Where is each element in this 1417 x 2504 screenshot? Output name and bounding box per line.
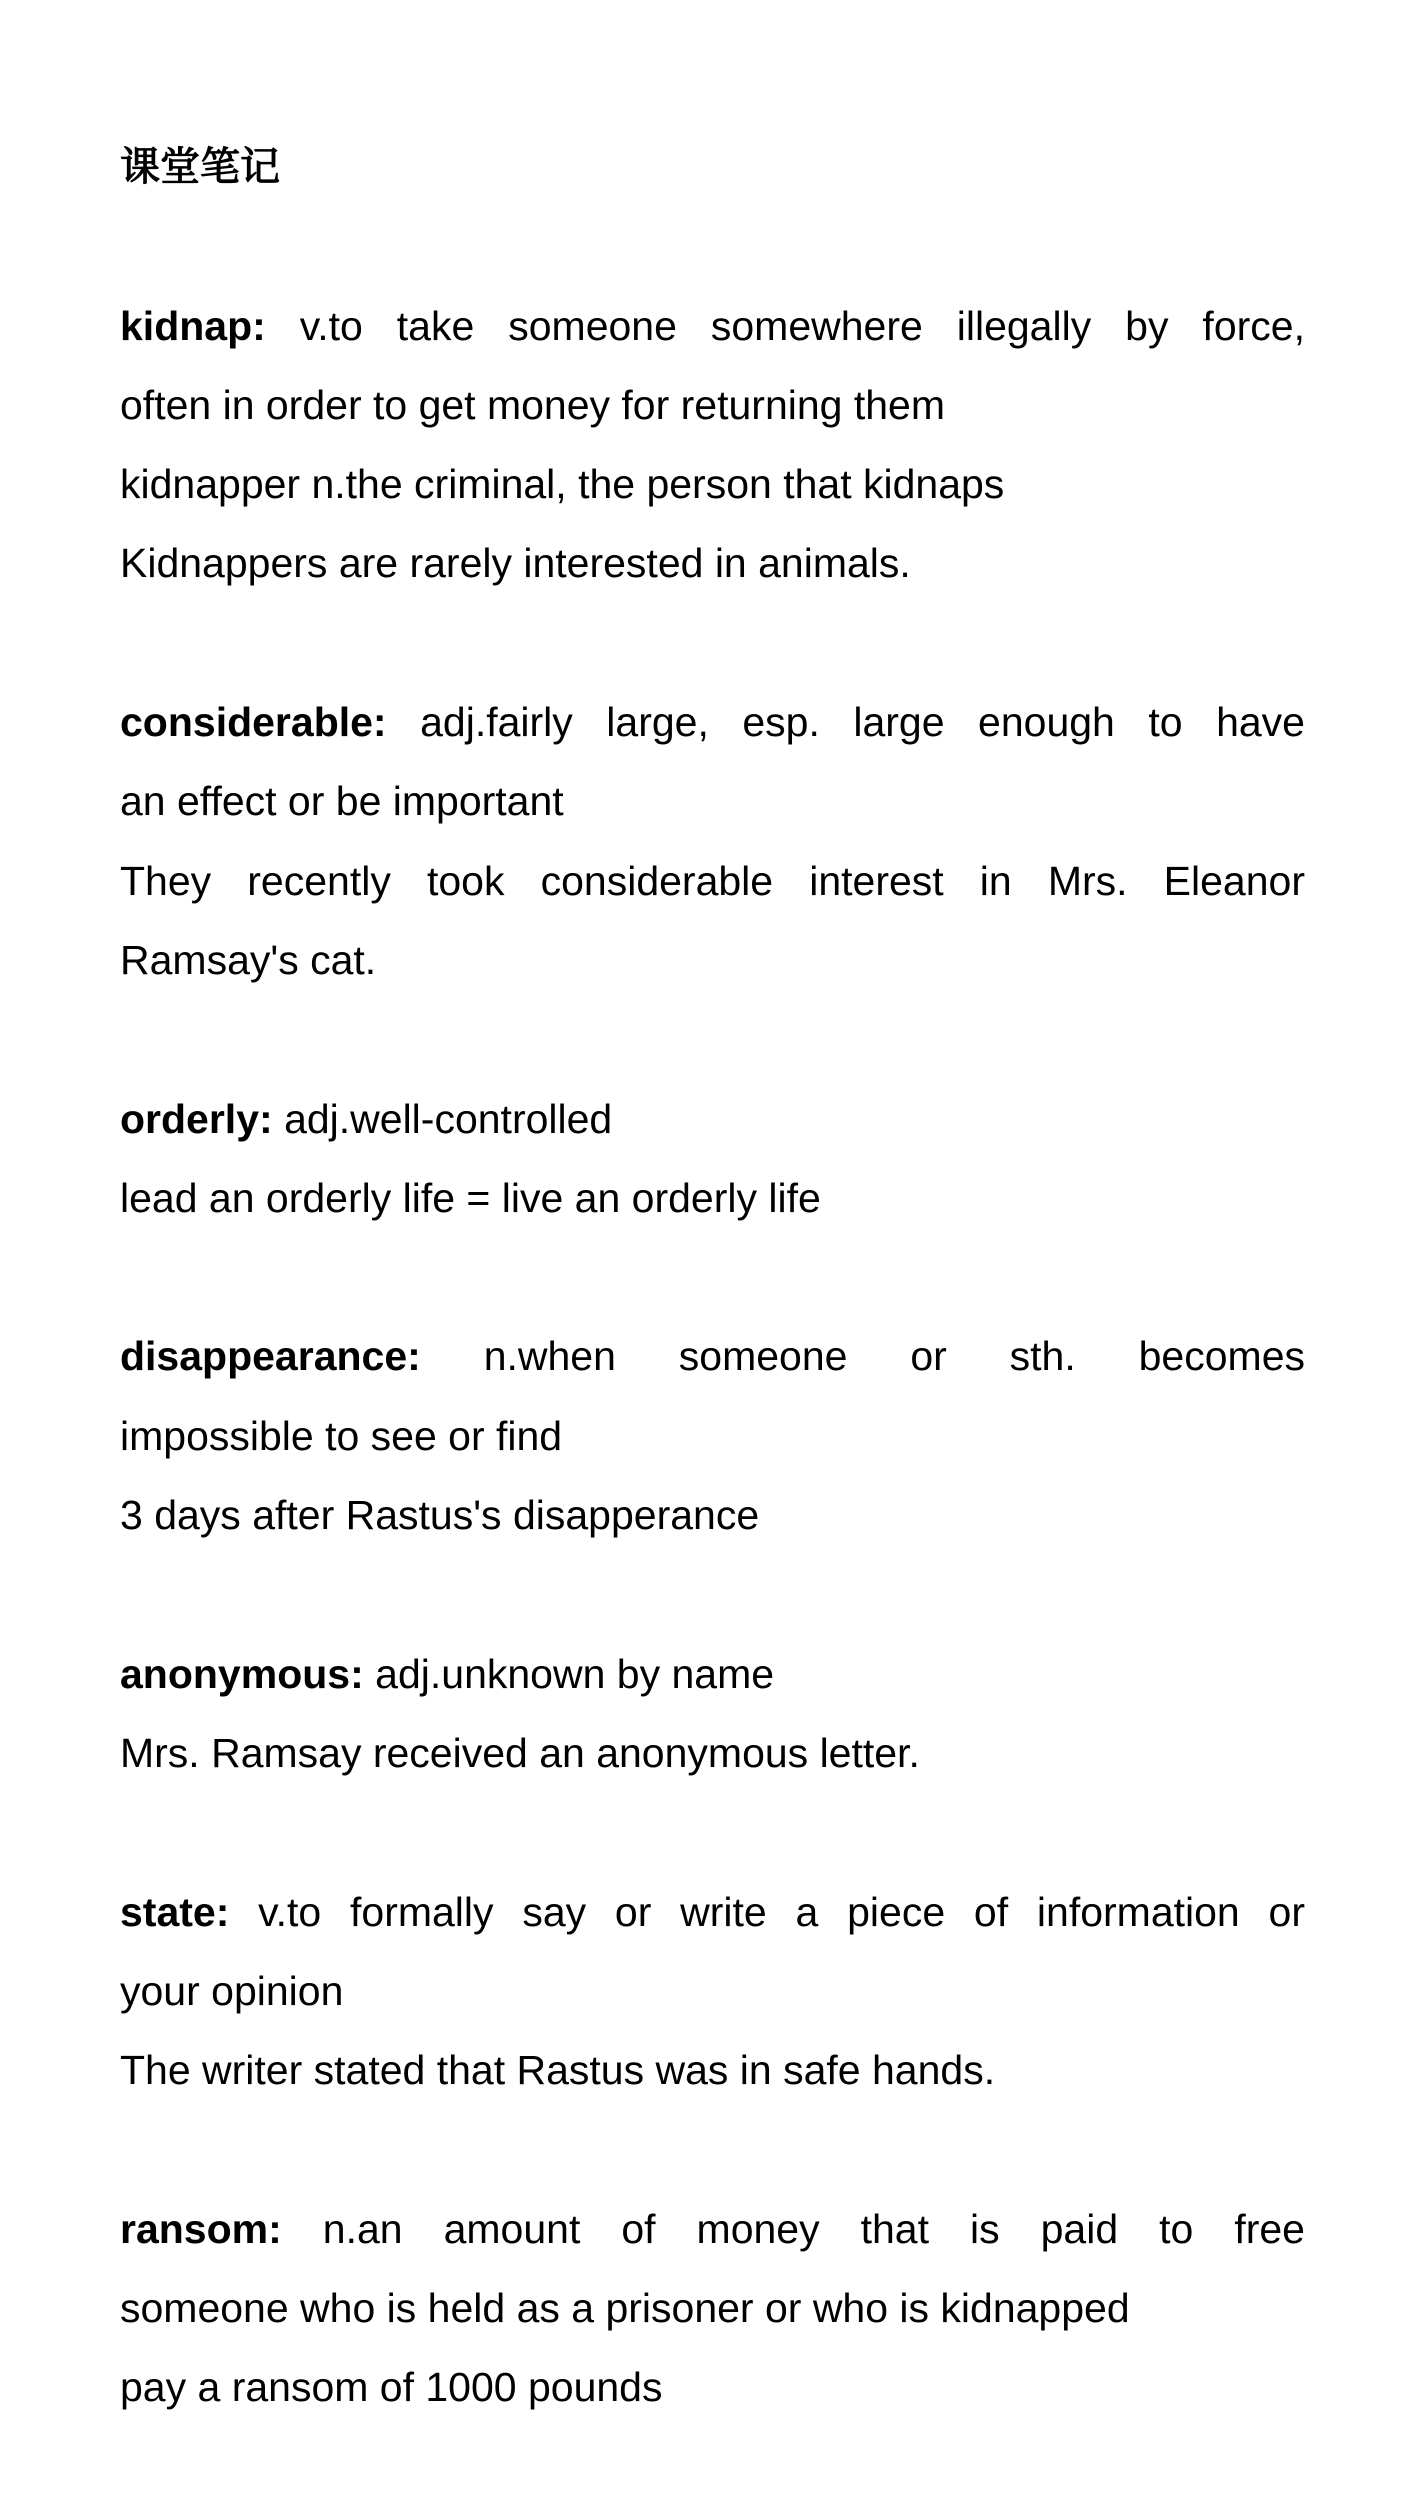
page-title: 课堂笔记 bbox=[120, 145, 280, 189]
entry-considerable bbox=[120, 683, 1305, 1000]
entry-ransom bbox=[120, 2190, 1305, 2428]
definition: n.when someone or sth. becomes bbox=[483, 1333, 1305, 1380]
example: Kidnappers are rarely interested in animals. bbox=[120, 540, 911, 587]
term: anonymous: bbox=[120, 1650, 364, 1697]
definition: adj.well-controlled bbox=[284, 1095, 613, 1142]
definition-line: someone who is held as a prisoner or who is kidnapped bbox=[120, 2285, 1130, 2332]
definition-line: an effect or be important bbox=[120, 778, 564, 825]
term: ransom: bbox=[120, 2205, 282, 2252]
example: Mrs. Ramsay received an anonymous letter. bbox=[120, 1729, 920, 1776]
definition: v.to formally say or write a piece of information or bbox=[258, 1888, 1305, 1935]
definition: v.to take someone somewhere illegally by force, bbox=[299, 302, 1305, 349]
example: lead an orderly life = live an orderly life bbox=[120, 1174, 821, 1221]
example: They recently took considerable interest in Mrs. Eleanor bbox=[120, 857, 1305, 904]
entry-kidnap bbox=[120, 287, 1305, 604]
definition-line: your opinion bbox=[120, 1967, 344, 2014]
definition: n.an amount of money that is paid to free bbox=[322, 2205, 1305, 2252]
derived-word: kidnapper n.the criminal, the person that kidnaps bbox=[120, 461, 1005, 508]
term: considerable: bbox=[120, 699, 387, 746]
term: orderly: bbox=[120, 1095, 273, 1142]
entry-orderly bbox=[120, 1080, 1305, 1239]
notes-page bbox=[120, 128, 1305, 2428]
entry-anonymous bbox=[120, 1635, 1305, 1794]
definition: adj.unknown by name bbox=[375, 1650, 775, 1697]
example: pay a ransom of 1000 pounds bbox=[120, 2364, 663, 2411]
term: disappearance: bbox=[120, 1333, 421, 1380]
definition-line: impossible to see or find bbox=[120, 1412, 563, 1459]
definition: adj.fairly large, esp. large enough to have bbox=[420, 699, 1305, 746]
entry-state bbox=[120, 1873, 1305, 2111]
definition-line: often in order to get money for returning them bbox=[120, 381, 946, 428]
example: 3 days after Rastus's disapperance bbox=[120, 1492, 760, 1539]
example: The writer stated that Rastus was in safe hands. bbox=[120, 2047, 996, 2094]
example-line: Ramsay's cat. bbox=[120, 936, 377, 983]
term: state: bbox=[120, 1888, 230, 1935]
term: kidnap: bbox=[120, 302, 266, 349]
entry-disappearance bbox=[120, 1317, 1305, 1555]
